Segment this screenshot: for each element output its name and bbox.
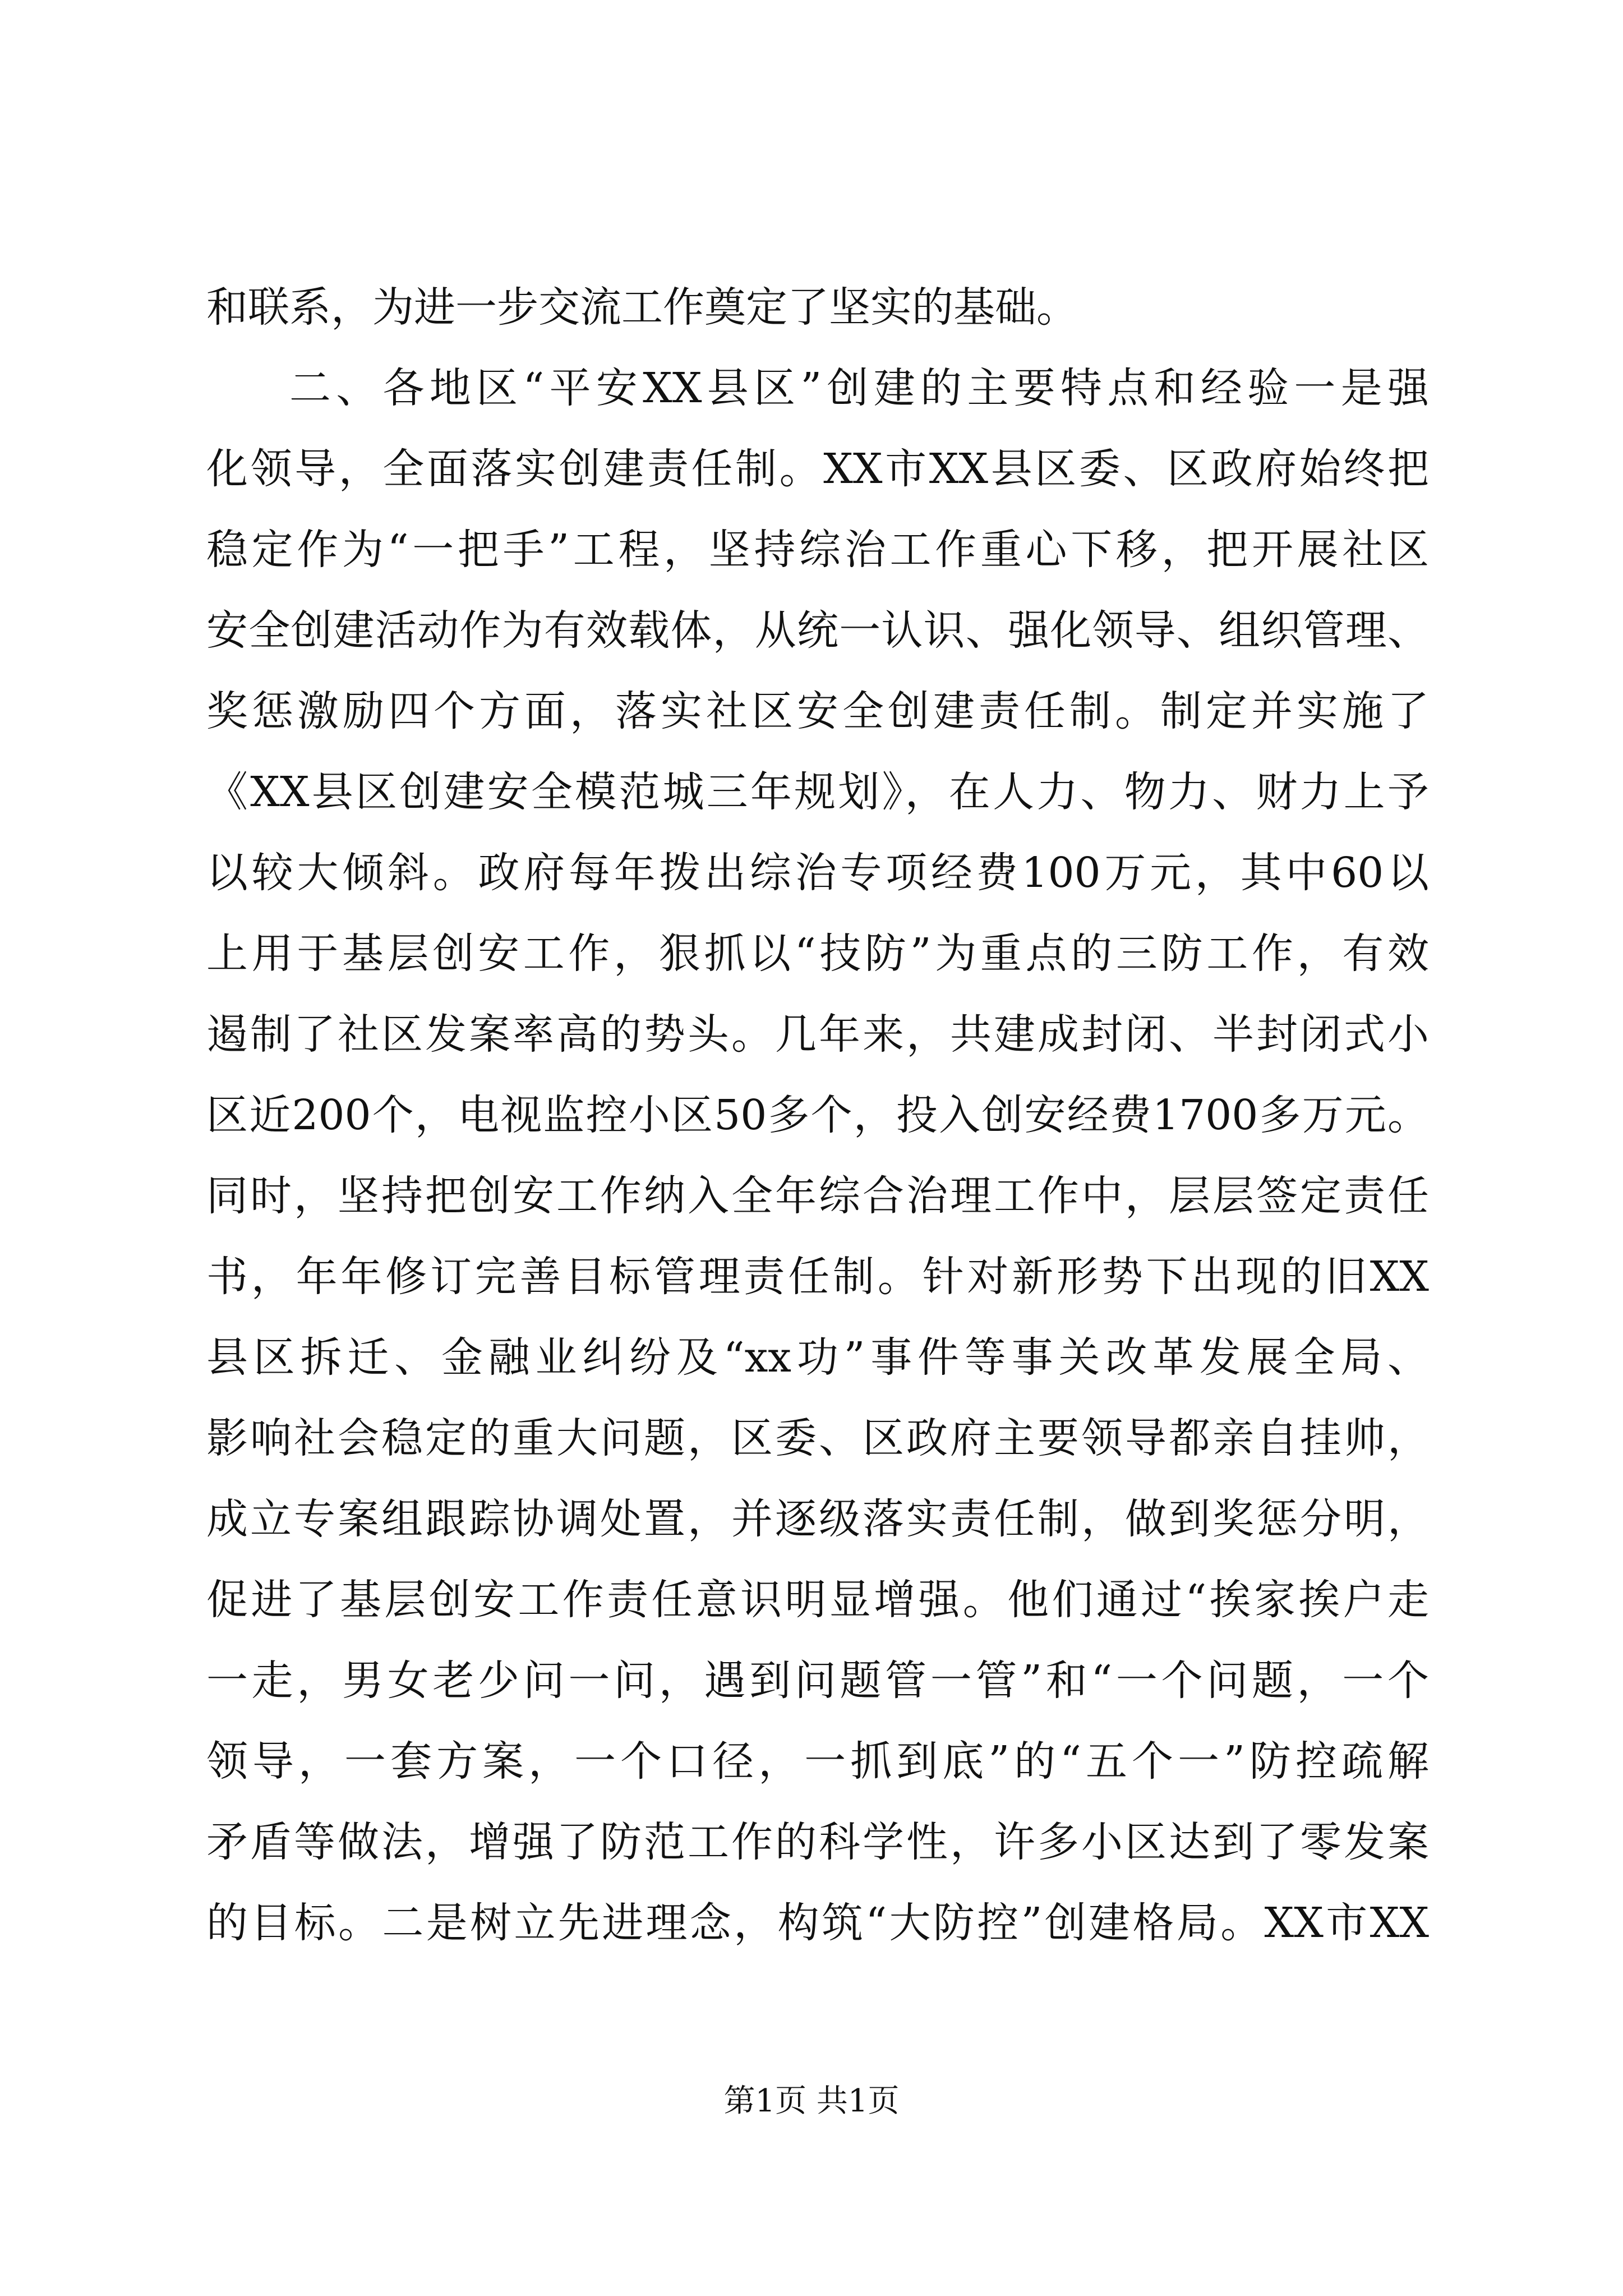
text-line: 和联系，为进一步交流工作奠定了坚实的基础。 bbox=[206, 283, 1078, 332]
text-line: 区近200个，电视监控小区50多个，投入创安经费1700多万元。 bbox=[206, 1091, 1429, 1139]
text-line: 上用于基层创安工作，狠抓以“技防”为重点的三防工作，有效 bbox=[206, 930, 1429, 978]
page-footer bbox=[0, 2079, 1623, 2124]
text-line: 《XX县区创建安全模范城三年规划》，在人力、物力、财力上予 bbox=[206, 768, 1429, 816]
page-number-label: 第1页 共1页 bbox=[723, 2083, 900, 2119]
text-line: 安全创建活动作为有效载体，从统一认识、强化领导、组织管理、 bbox=[206, 606, 1429, 655]
text-line: 书，年年修订完善目标管理责任制。针对新形势下出现的旧XX bbox=[206, 1253, 1429, 1301]
text-line: 同时，坚持把创安工作纳入全年综合治理工作中，层层签定责任 bbox=[206, 1172, 1429, 1220]
text-line: 影响社会稳定的重大问题，区委、区政府主要领导都亲自挂帅， bbox=[206, 1414, 1429, 1462]
text-line: 化领导，全面落实创建责任制。XX市XX县区委、区政府始终把 bbox=[206, 445, 1429, 493]
text-line: 县区拆迁、金融业纠纷及“xx功”事件等事关改革发展全局、 bbox=[206, 1333, 1429, 1382]
text-line: 二、各地区“平安XX县区”创建的主要特点和经验一是强 bbox=[289, 364, 1429, 412]
text-line: 一走，男女老少问一问，遇到问题管一管”和“一个问题，一个 bbox=[206, 1657, 1429, 1705]
text-line: 奖惩激励四个方面，落实社区安全创建责任制。制定并实施了 bbox=[206, 687, 1429, 735]
text-line: 以较大倾斜。政府每年拨出综治专项经费100万元，其中60以 bbox=[206, 849, 1429, 897]
text-line: 成立专案组跟踪协调处置，并逐级落实责任制，做到奖惩分明， bbox=[206, 1495, 1429, 1543]
text-line: 的目标。二是树立先进理念，构筑“大防控”创建格局。XX市XX bbox=[206, 1899, 1429, 1947]
body-text bbox=[206, 267, 1429, 1963]
text-line: 稳定作为“一把手”工程，坚持综治工作重心下移，把开展社区 bbox=[206, 526, 1429, 574]
text-line: 矛盾等做法，增强了防范工作的科学性，许多小区达到了零发案 bbox=[206, 1818, 1429, 1866]
text-line: 促进了基层创安工作责任意识明显增强。他们通过“挨家挨户走 bbox=[206, 1576, 1429, 1624]
text-line: 领导，一套方案，一个口径，一抓到底”的“五个一”防控疏解 bbox=[206, 1737, 1429, 1786]
text-line: 遏制了社区发案率高的势头。几年来，共建成封闭、半封闭式小 bbox=[206, 1010, 1429, 1059]
